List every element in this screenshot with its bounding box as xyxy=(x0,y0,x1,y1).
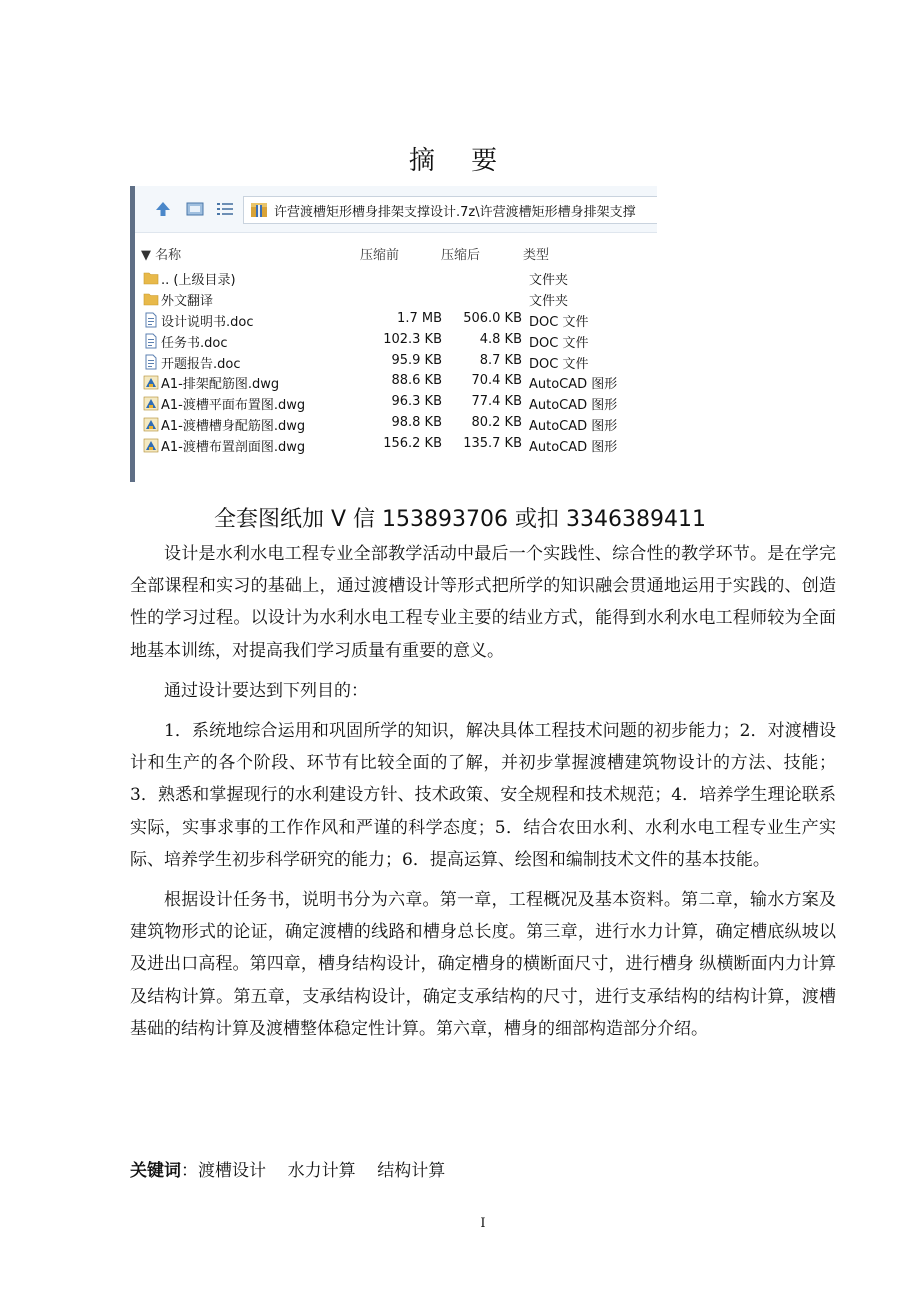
file-name: A1-渡槽平面布置图.dwg xyxy=(161,398,306,414)
view-icon[interactable] xyxy=(185,199,205,219)
file-row[interactable] xyxy=(135,435,657,456)
file-row[interactable] xyxy=(135,352,657,373)
file-size: 1.7 MB xyxy=(397,310,442,326)
folder-icon xyxy=(143,270,159,286)
file-type: AutoCAD 图形 xyxy=(529,398,618,414)
file-size: 95.9 KB xyxy=(391,352,442,368)
file-list xyxy=(135,268,657,456)
file-type: AutoCAD 图形 xyxy=(529,440,618,456)
page-number: I xyxy=(480,1216,486,1231)
file-size: 156.2 KB xyxy=(383,436,442,452)
file-row[interactable] xyxy=(135,414,657,435)
file-packed: 4.8 KB xyxy=(479,331,522,347)
file-packed: 70.4 KB xyxy=(471,373,522,389)
list-icon[interactable] xyxy=(215,199,235,219)
dwg-file-icon xyxy=(143,374,159,390)
doc-file-icon xyxy=(143,312,159,328)
abstract-paragraph: 根据设计任务书，说明书分为六章。第一章，工程概况及基本资料。第二章，输水方案及建筑物形式的论证，确定渡槽的线路和槽身总长度。第三章，进行水力计算，确定槽底纵坡以及进出口高程。第四章，槽身结构设计，确定槽身的横断面尺寸，进行槽身 纵横断面内力计算及结构计算。第五章，支承结构设计，确定支承结构的尺寸，进行支承结构的结构计算，渡槽基础的结构计算及渡槽整体稳定性计算。第六章，槽身的细部构造部分介绍。 xyxy=(130,890,836,1039)
archive-screenshot xyxy=(130,186,657,482)
file-name: 外文翻译 xyxy=(161,293,214,309)
file-type: AutoCAD 图形 xyxy=(529,377,618,393)
file-row[interactable] xyxy=(135,268,657,289)
dwg-file-icon xyxy=(143,416,159,432)
file-type: DOC 文件 xyxy=(529,356,589,372)
file-row[interactable] xyxy=(135,372,657,393)
file-packed: 77.4 KB xyxy=(471,394,522,410)
file-name: 设计说明书.doc xyxy=(161,314,254,330)
file-size: 102.3 KB xyxy=(383,331,442,347)
archive-toolbar xyxy=(135,186,657,233)
keywords-values: 渡槽设计 水力计算 结构计算 xyxy=(198,1161,446,1181)
file-name: A1-渡槽槽身配筋图.dwg xyxy=(161,419,306,435)
file-size: 88.6 KB xyxy=(391,373,442,389)
column-size[interactable]: 压缩前 xyxy=(360,248,400,263)
abstract-paragraph: 通过设计要达到下列目的： xyxy=(164,680,368,701)
file-row[interactable] xyxy=(135,289,657,310)
file-packed: 8.7 KB xyxy=(479,352,522,368)
abstract-paragraph: 设计是水利水电工程专业全部教学活动中最后一个实践性、综合性的教学环节。是在学完全部课程和实习的基础上，通过渡槽设计等形式把所学的知识融会贯通地运用于实践的、创造性的学习过程。以设计为水利水电工程专业主要的结业方式，能得到水利水电工程师较为全面地基本训练，对提高我们学习质量有重要的意义。 xyxy=(130,544,836,661)
dwg-file-icon xyxy=(143,437,159,453)
up-arrow-icon[interactable] xyxy=(153,199,173,219)
file-type: 文件夹 xyxy=(529,273,569,288)
contact-line: 全套图纸加 V 信 153893706 或扣 3346389411 xyxy=(214,507,706,532)
file-size: 96.3 KB xyxy=(391,394,442,410)
folder-icon xyxy=(143,291,159,307)
file-type: AutoCAD 图形 xyxy=(529,419,618,435)
file-size: 98.8 KB xyxy=(391,415,442,431)
column-name[interactable]: ▼ 名称 xyxy=(141,248,182,263)
file-name: 任务书.doc xyxy=(161,335,228,351)
archive-path: 许营渡槽矩形槽身排架支撑设计.7z\许营渡槽矩形槽身排架支撑 xyxy=(274,205,636,220)
file-name: A1-排架配筋图.dwg xyxy=(161,377,280,393)
file-type: 文件夹 xyxy=(529,293,569,309)
file-name: .. (上级目录) xyxy=(161,273,236,288)
doc-file-icon xyxy=(143,333,159,349)
file-packed: 506.0 KB xyxy=(463,310,522,326)
abstract-body xyxy=(130,538,836,1053)
file-packed: 80.2 KB xyxy=(471,415,522,431)
file-type: DOC 文件 xyxy=(529,335,589,351)
archive-icon xyxy=(250,201,268,219)
file-packed: 135.7 KB xyxy=(463,436,522,452)
keywords-label: 关键词 xyxy=(130,1161,181,1181)
keywords-separator: ： xyxy=(181,1161,198,1181)
path-bar[interactable] xyxy=(243,196,657,224)
column-headers xyxy=(135,244,657,264)
file-row[interactable] xyxy=(135,331,657,352)
file-row[interactable] xyxy=(135,310,657,331)
file-name: 开题报告.doc xyxy=(161,356,241,372)
file-type: DOC 文件 xyxy=(529,314,589,330)
column-packed[interactable]: 压缩后 xyxy=(441,248,481,263)
file-row[interactable] xyxy=(135,393,657,414)
abstract-paragraph: 1．系统地综合运用和巩固所学的知识，解决具体工程技术问题的初步能力；2．对渡槽设计和生产的各个阶段、环节有比较全面的了解，并初步掌握渡槽建筑物设计的方法、技能；3．熟悉和掌握现行的水利建设方针、技术政策、安全规程和技术规范；4．培养学生理论联系实际，实事求事的工作作风和严谨的科学态度；5．结合农田水利、水利水电工程专业生产实际、培养学生初步科学研究的能力；6．提高运算、绘图和编制技术文件的基本技能。 xyxy=(130,721,836,870)
doc-file-icon xyxy=(143,354,159,370)
page-title: 摘 要 xyxy=(408,146,512,176)
keywords-line xyxy=(130,1156,445,1181)
file-name: A1-渡槽布置剖面图.dwg xyxy=(161,440,306,456)
dwg-file-icon xyxy=(143,395,159,411)
column-type[interactable]: 类型 xyxy=(523,248,550,263)
